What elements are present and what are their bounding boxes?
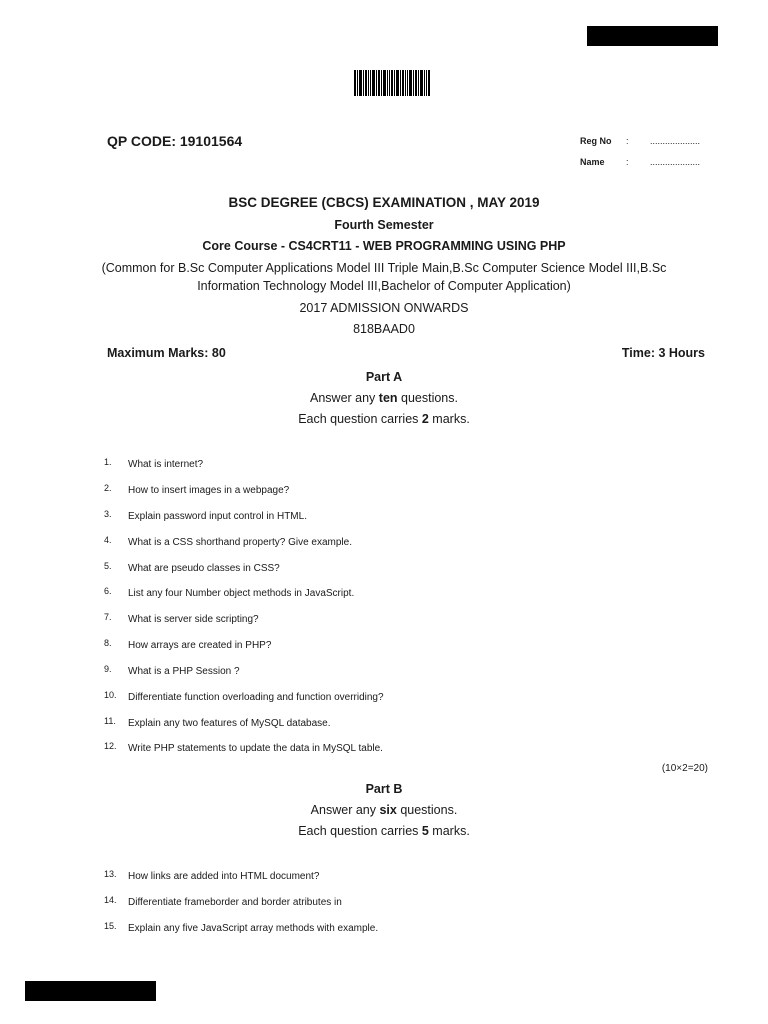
redaction-bar-top [587, 26, 718, 46]
part-b-instr-pre: Answer any [310, 803, 380, 817]
exam-code: 818BAAD0 [353, 322, 415, 336]
question-text: How to insert images in a webpage? [128, 485, 290, 496]
part-a-title: Part A [365, 370, 403, 384]
part-b-instr-count: six [379, 803, 397, 817]
question-text: What is a PHP Session ? [128, 666, 240, 677]
qp-code: QP CODE: 19101564 [107, 133, 243, 149]
part-a-instruction [0, 391, 768, 405]
exam-title: BSC DEGREE (CBCS) EXAMINATION , MAY 2019 [228, 195, 540, 210]
name-field: .................... [650, 157, 701, 167]
question-number: 1. [104, 457, 112, 467]
maximum-marks: Maximum Marks: 80 [107, 346, 226, 360]
question-number: 4. [104, 535, 112, 545]
question-text: Explain any two features of MySQL database. [128, 718, 331, 729]
exam-time: Time: 3 Hours [621, 346, 705, 360]
question-text: List any four Number object methods in JavaScript. [128, 588, 355, 599]
question-number: 10. [104, 690, 117, 700]
question-number: 8. [104, 638, 112, 648]
question-text: Differentiate function overloading and function overriding? [128, 692, 384, 703]
barcode-image [354, 70, 430, 96]
common-for-line-1: (Common for B.Sc Computer Applications Model III Triple Main,B.Sc Computer Science Model III,B.Sc [101, 261, 667, 275]
reg-no-label: Reg No [580, 136, 612, 146]
part-a-instr-count: ten [378, 391, 398, 405]
question-number: 6. [104, 586, 112, 596]
question-text: Differentiate frameborder and border atributes in [128, 897, 342, 908]
part-b-marks-post: marks. [428, 824, 470, 838]
question-text: Explain any five JavaScript array methods with example. [128, 923, 379, 934]
part-a-marks-post: marks. [428, 412, 470, 426]
question-text: What is internet? [128, 459, 204, 470]
part-a-instr-post: questions. [397, 391, 458, 405]
question-text: How arrays are created in PHP? [128, 640, 272, 651]
question-number: 2. [104, 483, 112, 493]
question-text: What is a CSS shorthand property? Give example. [128, 537, 352, 548]
question-number: 13. [104, 869, 117, 879]
part-b-title: Part B [365, 782, 403, 796]
part-b-instruction [0, 803, 768, 817]
part-b-marks-pre: Each question carries [298, 824, 422, 838]
part-b-marks-count: 5 [421, 824, 429, 838]
question-number: 12. [104, 741, 117, 751]
semester: Fourth Semester [334, 218, 434, 232]
part-b-instr-post: questions. [396, 803, 458, 817]
question-number: 11. [104, 716, 116, 726]
question-text: Explain password input control in HTML. [128, 511, 307, 522]
question-number: 14. [104, 895, 117, 905]
question-number: 3. [104, 509, 112, 519]
question-number: 9. [104, 664, 112, 674]
part-a-instr-pre: Answer any [310, 391, 379, 405]
part-b-marks-note [0, 824, 768, 838]
question-text: Write PHP statements to update the data in MySQL table. [128, 743, 383, 754]
reg-no-field: .................... [650, 136, 701, 146]
question-number: 7. [104, 612, 112, 622]
common-for-line-2: Information Technology Model III,Bachelor of Computer Application) [197, 279, 571, 293]
reg-no-colon: : [626, 136, 629, 146]
admission-line: 2017 ADMISSION ONWARDS [299, 301, 469, 315]
course-title: Core Course - CS4CRT11 - WEB PROGRAMMING USING PHP [202, 239, 566, 253]
question-text: What is server side scripting? [128, 614, 259, 625]
redaction-bar-bottom [25, 981, 156, 1001]
part-a-marks-count: 2 [421, 412, 429, 426]
name-label: Name [580, 157, 605, 167]
question-text: How links are added into HTML document? [128, 871, 320, 882]
part-a-marks-note [0, 412, 768, 426]
question-text: What are pseudo classes in CSS? [128, 563, 280, 574]
question-number: 15. [104, 921, 117, 931]
name-colon: : [626, 157, 629, 167]
question-number: 5. [104, 561, 112, 571]
part-a-marks-total: (10×2=20) [661, 763, 708, 774]
part-a-marks-pre: Each question carries [298, 412, 422, 426]
